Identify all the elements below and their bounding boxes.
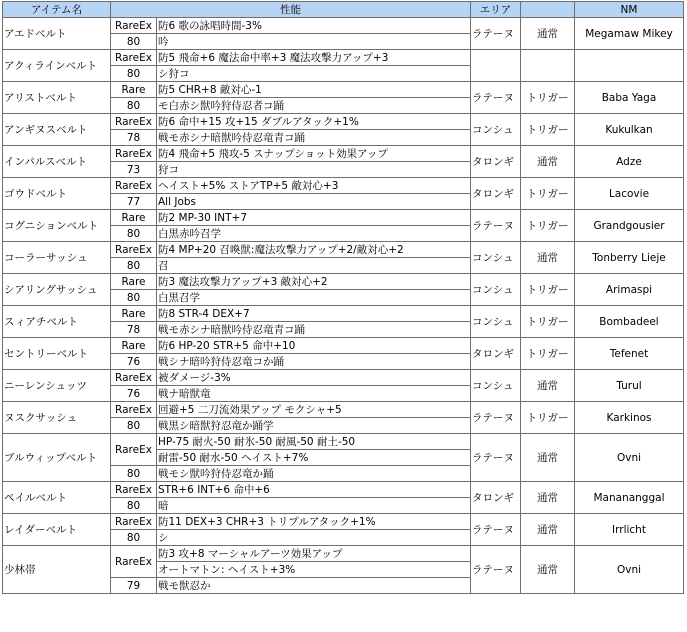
item-area: コンシュ (471, 114, 521, 146)
item-stats: 被ダメージ-3% (157, 370, 471, 386)
item-level: 80 (111, 530, 157, 546)
item-rarity: RareEx (111, 434, 157, 466)
item-rarity: RareEx (111, 402, 157, 418)
item-row (3, 514, 684, 530)
item-condition: トリガー (521, 274, 575, 306)
item-nm: Irrlicht (575, 514, 684, 546)
item-name: スィアチベルト (3, 306, 111, 338)
item-table (2, 1, 684, 594)
item-nm: Adze (575, 146, 684, 178)
item-row (3, 18, 684, 34)
item-name: ヌスクサッシュ (3, 402, 111, 434)
item-jobs: 吟 (157, 34, 471, 50)
item-area: ラテーヌ (471, 210, 521, 242)
item-area: ラテーヌ (471, 434, 521, 482)
item-jobs: 狩コ (157, 162, 471, 178)
item-name: アクィラインベルト (3, 50, 111, 82)
item-stats: ヘイスト+5% ストアTP+5 敵対心+3 (157, 178, 471, 194)
item-condition: 通常 (521, 482, 575, 514)
item-nm: Bombadeel (575, 306, 684, 338)
item-condition: 通常 (521, 18, 575, 50)
item-area: コンシュ (471, 242, 521, 274)
item-rarity: RareEx (111, 242, 157, 258)
item-rows (3, 18, 684, 594)
item-condition: 通常 (521, 242, 575, 274)
item-rarity: Rare (111, 274, 157, 290)
item-level: 80 (111, 66, 157, 82)
item-level: 80 (111, 98, 157, 114)
item-nm: Arimaspi (575, 274, 684, 306)
item-level: 78 (111, 130, 157, 146)
item-row (3, 50, 684, 66)
item-stats: 回避+5 二刀流効果アップ モクシャ+5 (157, 402, 471, 418)
item-name: コグニションベルト (3, 210, 111, 242)
item-rarity: Rare (111, 338, 157, 354)
item-stats: 防4 飛命+5 飛攻-5 スナップショット効果アップ (157, 146, 471, 162)
item-row (3, 306, 684, 322)
item-name: アリストベルト (3, 82, 111, 114)
item-name: セントリーベルト (3, 338, 111, 370)
item-nm: Lacovie (575, 178, 684, 210)
item-jobs: 戦モ獣忍か (157, 578, 471, 594)
item-condition: トリガー (521, 178, 575, 210)
item-area: コンシュ (471, 274, 521, 306)
item-stats: 防11 DEX+3 CHR+3 トリプルアタック+1% (157, 514, 471, 530)
item-level: 78 (111, 322, 157, 338)
item-area: タロンギ (471, 146, 521, 178)
item-stats: 防6 HP-20 STR+5 命中+10 (157, 338, 471, 354)
item-level: 76 (111, 354, 157, 370)
item-stats: 防5 飛命+6 魔法命中率+3 魔法攻撃力アップ+3 (157, 50, 471, 66)
item-condition: 通常 (521, 546, 575, 594)
item-nm: Grandgousier (575, 210, 684, 242)
item-stats: STR+6 INT+6 命中+6 (157, 482, 471, 498)
item-condition: トリガー (521, 338, 575, 370)
item-rarity: Rare (111, 82, 157, 98)
item-area: ラテーヌ (471, 546, 521, 594)
item-nm: Manananggal (575, 482, 684, 514)
item-nm: Megamaw Mikey (575, 18, 684, 50)
item-rarity: Rare (111, 210, 157, 226)
item-name: インパルスベルト (3, 146, 111, 178)
item-nm: Tefenet (575, 338, 684, 370)
item-level: 80 (111, 418, 157, 434)
item-jobs: 戦モ赤シナ暗獣吟侍忍竜青コ踊 (157, 322, 471, 338)
item-stats: 防4 MP+20 召喚獣:魔法攻撃力アップ+2/敵対心+2 (157, 242, 471, 258)
item-stats: オートマトン: ヘイスト+3% (157, 562, 471, 578)
item-rarity: Rare (111, 306, 157, 322)
item-row (3, 338, 684, 354)
item-name: コーラーサッシュ (3, 242, 111, 274)
item-condition: トリガー (521, 306, 575, 338)
item-rarity: RareEx (111, 546, 157, 578)
header-row (3, 2, 684, 18)
item-level: 80 (111, 498, 157, 514)
item-rarity: RareEx (111, 178, 157, 194)
item-condition: トリガー (521, 114, 575, 146)
item-nm: Ovni (575, 434, 684, 482)
item-area: コンシュ (471, 306, 521, 338)
item-condition: トリガー (521, 210, 575, 242)
item-area: コンシュ (471, 370, 521, 402)
item-stats: 防8 STR-4 DEX+7 (157, 306, 471, 322)
item-rarity: RareEx (111, 370, 157, 386)
item-rarity: RareEx (111, 50, 157, 66)
item-jobs: シ狩コ (157, 66, 471, 82)
item-jobs: 戦シナ暗吟狩侍忍竜コか踊 (157, 354, 471, 370)
item-jobs: 暗 (157, 498, 471, 514)
item-level: 80 (111, 290, 157, 306)
item-area: ラテーヌ (471, 514, 521, 546)
item-rarity: RareEx (111, 482, 157, 498)
item-condition: 通常 (521, 146, 575, 178)
item-row (3, 546, 684, 562)
item-jobs: All Jobs (157, 194, 471, 210)
item-condition: 通常 (521, 370, 575, 402)
item-area: ラテーヌ (471, 402, 521, 434)
item-area: タロンギ (471, 338, 521, 370)
item-area: ラテーヌ (471, 82, 521, 114)
item-name: シアリングサッシュ (3, 274, 111, 306)
item-row (3, 482, 684, 498)
item-name: ニーレンシュッツ (3, 370, 111, 402)
item-nm: Ovni (575, 546, 684, 594)
item-level: 79 (111, 578, 157, 594)
item-rarity: RareEx (111, 514, 157, 530)
item-level: 80 (111, 466, 157, 482)
item-row (3, 370, 684, 386)
item-nm: Karkinos (575, 402, 684, 434)
item-row (3, 242, 684, 258)
item-area: ラテーヌ (471, 18, 521, 50)
item-level: 73 (111, 162, 157, 178)
item-row (3, 146, 684, 162)
item-stats: 防6 命中+15 攻+15 ダブルアタック+1% (157, 114, 471, 130)
item-condition (521, 50, 575, 82)
item-rarity: RareEx (111, 146, 157, 162)
item-level: 80 (111, 258, 157, 274)
item-row (3, 210, 684, 226)
item-jobs: 戦モシ獣吟狩侍忍竜か踊 (157, 466, 471, 482)
item-stats: HP-75 耐火-50 耐氷-50 耐風-50 耐土-50 (157, 434, 471, 450)
item-jobs: 白黒召学 (157, 290, 471, 306)
header-performance: 性能 (111, 2, 471, 18)
item-name: 少林帯 (3, 546, 111, 594)
item-jobs: 召 (157, 258, 471, 274)
item-stats: 防6 歌の詠唱時間-3% (157, 18, 471, 34)
item-nm: Kukulkan (575, 114, 684, 146)
item-rarity: RareEx (111, 114, 157, 130)
header-area: エリア (471, 2, 521, 18)
item-nm: Tonberry Lieje (575, 242, 684, 274)
item-row (3, 274, 684, 290)
item-name: アンギヌスベルト (3, 114, 111, 146)
item-row (3, 82, 684, 98)
item-row (3, 114, 684, 130)
item-nm (575, 50, 684, 82)
item-area: タロンギ (471, 482, 521, 514)
item-stats: 防3 攻+8 マーシャルアーツ効果アップ (157, 546, 471, 562)
item-stats: 防2 MP-30 INT+7 (157, 210, 471, 226)
item-level: 76 (111, 386, 157, 402)
item-name: ペイルベルト (3, 482, 111, 514)
item-nm: Baba Yaga (575, 82, 684, 114)
item-name: アエドベルト (3, 18, 111, 50)
header-condition (521, 2, 575, 18)
item-jobs: 白黒赤吟召学 (157, 226, 471, 242)
header-nm: NM (575, 2, 684, 18)
item-area (471, 50, 521, 82)
item-row (3, 434, 684, 450)
item-jobs: 戦モ赤シナ暗獣吟侍忍竜青コ踊 (157, 130, 471, 146)
item-nm: Turul (575, 370, 684, 402)
header-item-name: アイテム名 (3, 2, 111, 18)
item-name: ブルウィップベルト (3, 434, 111, 482)
item-jobs: 戦黒シ暗獣狩忍竜か踊学 (157, 418, 471, 434)
item-stats: 防3 魔法攻撃力アップ+3 敵対心+2 (157, 274, 471, 290)
item-stats: 耐雷-50 耐水-50 ヘイスト+7% (157, 450, 471, 466)
item-jobs: シ (157, 530, 471, 546)
item-condition: トリガー (521, 82, 575, 114)
item-condition: トリガー (521, 402, 575, 434)
item-condition: 通常 (521, 434, 575, 482)
item-row (3, 178, 684, 194)
item-jobs: モ白赤シ獣吟狩侍忍者コ踊 (157, 98, 471, 114)
item-row (3, 402, 684, 418)
item-name: ゴウドベルト (3, 178, 111, 210)
item-condition: 通常 (521, 514, 575, 546)
item-name: レイダーベルト (3, 514, 111, 546)
item-level: 80 (111, 34, 157, 50)
item-level: 77 (111, 194, 157, 210)
item-jobs: 戦ナ暗獣竜 (157, 386, 471, 402)
item-area: タロンギ (471, 178, 521, 210)
item-level: 80 (111, 226, 157, 242)
item-stats: 防5 CHR+8 敵対心-1 (157, 82, 471, 98)
item-rarity: RareEx (111, 18, 157, 34)
